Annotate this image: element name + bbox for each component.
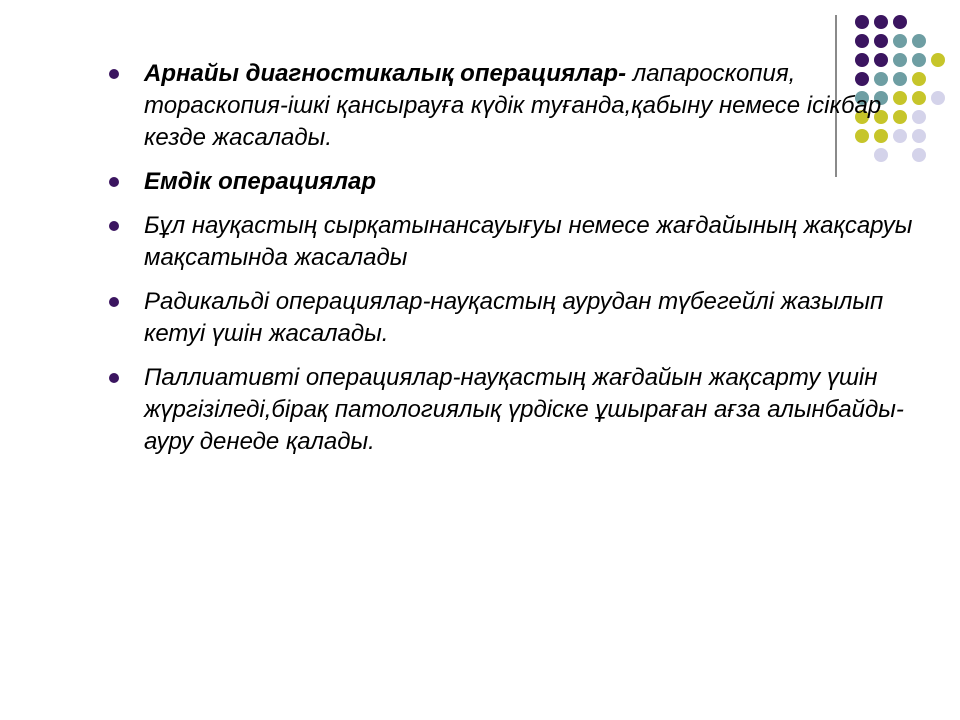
bullet-icon: [109, 373, 119, 383]
decor-dot: [931, 53, 945, 67]
bullet-text: Радикальді операциялар-науқастың аурудан түбегейлі жазылып кетуі үшін жасалады.: [144, 288, 884, 347]
bullet-text-rest: лапароскопия, тораскопия-ішкі қансырауға күдік туғанда,қабыну немесе ісікбар кезде жасалады.: [144, 60, 882, 151]
decor-dot: [912, 34, 926, 48]
bullet-text: Бұл науқастың сырқатынансауығуы немесе жағдайының жақсаруы мақсатында жасалады: [144, 212, 913, 271]
list-item: [106, 362, 916, 458]
list-item: [106, 166, 916, 198]
decor-dot: [893, 34, 907, 48]
decor-dot: [855, 34, 869, 48]
list-item: [106, 58, 916, 154]
decor-dot: [874, 34, 888, 48]
decor-dot: [855, 15, 869, 29]
list-item: [106, 286, 916, 350]
decor-dot: [874, 15, 888, 29]
bullet-text: Паллиативті операциялар-науқастың жағдайын жақсарту үшін жүргізіледі,бірақ патологиялық үрдіске ұшыраған ағза алынбайды-ауру денеде қалады.: [144, 364, 904, 455]
bullet-text: Емдік операциялар: [144, 168, 377, 195]
bullet-icon: [109, 297, 119, 307]
list-item: [106, 210, 916, 274]
decor-dot: [893, 15, 907, 29]
bullet-icon: [109, 69, 119, 79]
decor-dot: [931, 91, 945, 105]
bullet-text-bold-part: Арнайы диагностикалық операциялар-: [144, 60, 627, 87]
bullet-icon: [109, 177, 119, 187]
bullet-icon: [109, 221, 119, 231]
bullet-list: [106, 58, 916, 470]
